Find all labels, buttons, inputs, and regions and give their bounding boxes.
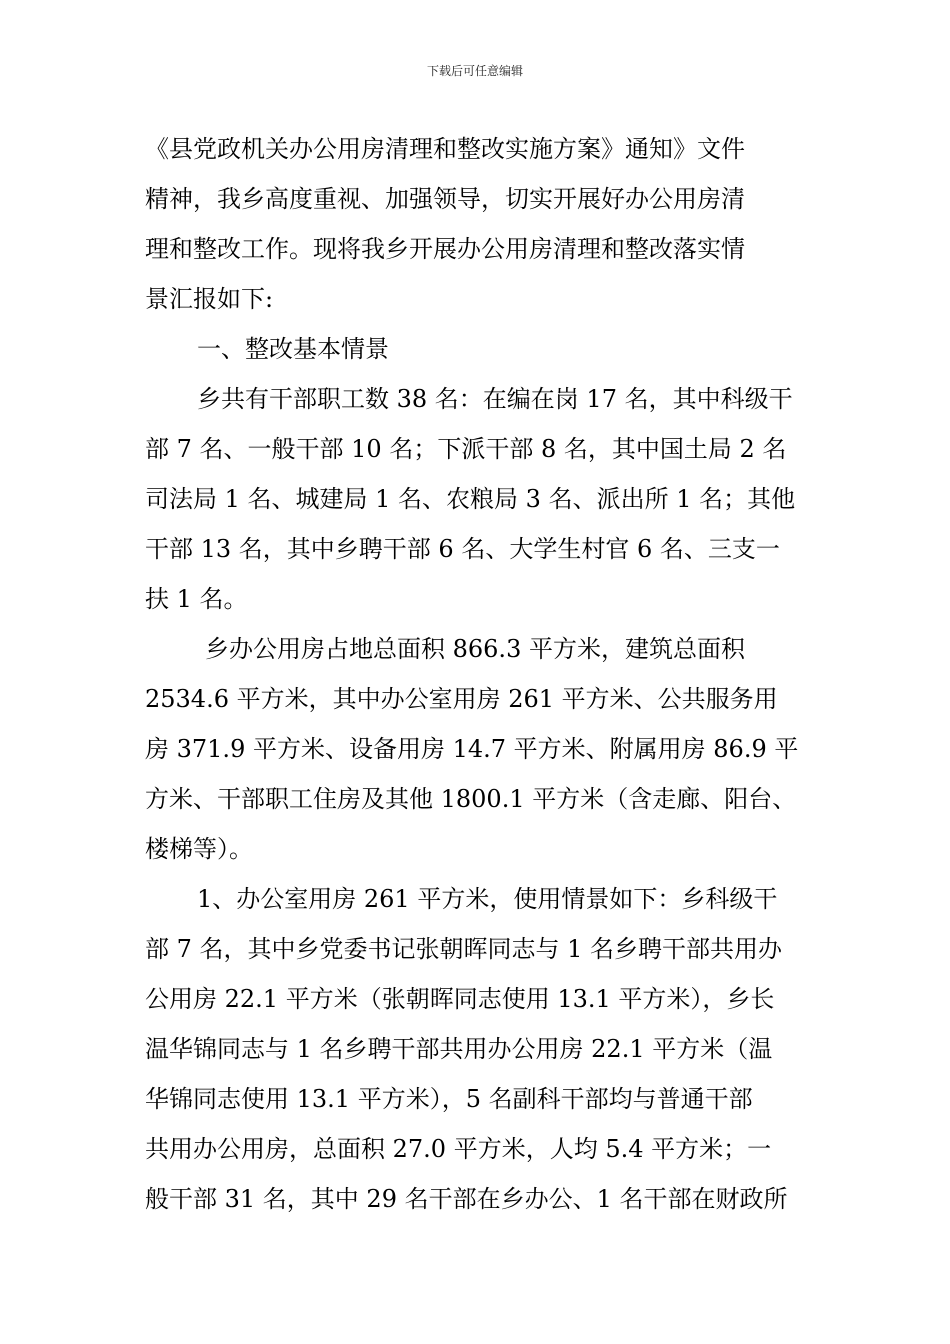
text-line: 2534.6 平方米，其中办公室用房 261 平方米、公共服务用 [145, 685, 778, 713]
text-line: 般干部 31 名，其中 29 名干部在乡办公、1 名干部在财政所 [145, 1185, 788, 1213]
text-line: 《县党政机关办公用房清理和整改实施方案》通知》文件 [145, 135, 745, 163]
text-line: 理和整改工作。现将我乡开展办公用房清理和整改落实情 [145, 235, 745, 263]
text-line: 乡共有干部职工数 38 名：在编在岗 17 名，其中科级干 [197, 385, 793, 413]
text-line: 1、办公室用房 261 平方米，使用情景如下：乡科级干 [197, 885, 778, 913]
text-line: 扶 1 名。 [145, 585, 248, 613]
page-header: 下载后可任意编辑 [426, 64, 523, 78]
document-body [145, 124, 809, 1224]
text-line: 乡办公用房占地总面积 866.3 平方米，建筑总面积 [205, 635, 745, 663]
text-line: 华锦同志使用 13.1 平方米），5 名副科干部均与普通干部 [145, 1085, 753, 1113]
text-line: 景汇报如下: [145, 285, 274, 313]
text-line: 一、整改基本情景 [197, 335, 389, 363]
text-line: 干部 13 名，其中乡聘干部 6 名、大学生村官 6 名、三支一 [145, 535, 780, 563]
text-line: 公用房 22.1 平方米（张朝晖同志使用 13.1 平方米），乡长 [145, 985, 775, 1013]
text-line: 房 371.9 平方米、设备用房 14.7 平方米、附属用房 86.9 平 [145, 735, 799, 763]
paragraph-staff [145, 374, 809, 624]
text-line: 精神，我乡高度重视、加强领导，切实开展好办公用房清 [145, 185, 745, 213]
text-line: 部 7 名、一般干部 10 名；下派干部 8 名，其中国土局 2 名 [145, 435, 787, 463]
paragraph-office-usage [145, 874, 809, 1224]
text-line: 司法局 1 名、城建局 1 名、农粮局 3 名、派出所 1 名；其他 [145, 485, 796, 513]
text-line: 温华锦同志与 1 名乡聘干部共用办公用房 22.1 平方米（温 [145, 1035, 773, 1063]
paragraph-intro [145, 124, 809, 324]
section-heading [145, 324, 809, 374]
text-line: 楼梯等）。 [145, 835, 253, 863]
text-line: 共用办公用房，总面积 27.0 平方米，人均 5.4 平方米；一 [145, 1135, 772, 1163]
text-line: 部 7 名，其中乡党委书记张朝晖同志与 1 名乡聘干部共用办 [145, 935, 783, 963]
paragraph-area [145, 624, 809, 874]
text-line: 方米、干部职工住房及其他 1800.1 平方米（含走廊、阳台、 [145, 785, 797, 813]
